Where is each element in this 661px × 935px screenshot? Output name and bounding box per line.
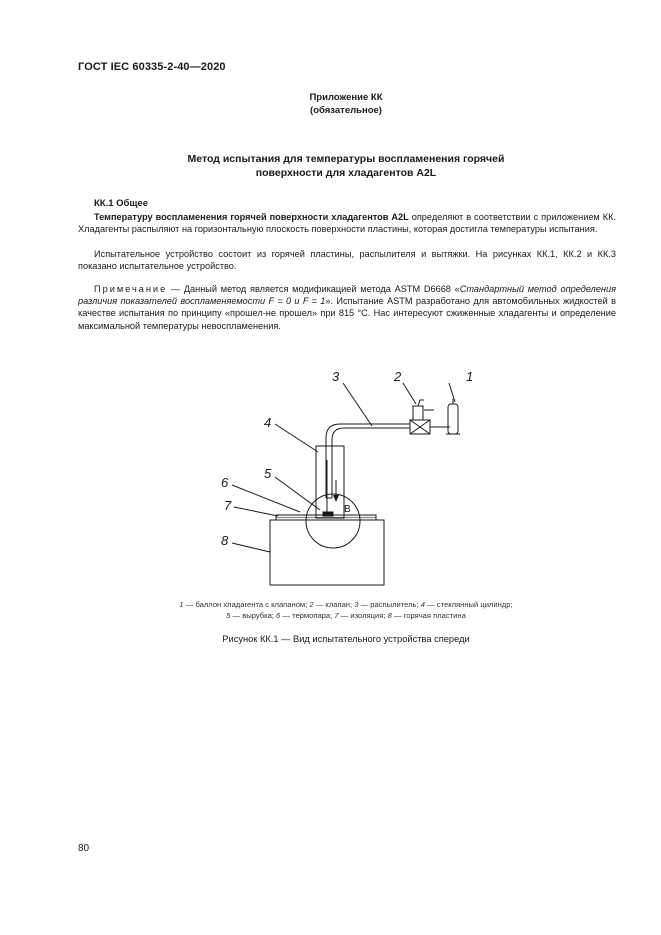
note-italic: Стандартный метод определения различия показателей воспламеняемости F = 0 и F = 1 — [78, 284, 616, 307]
note-text-a: — Данный метод является модификацией метода ASTM D6668 « — [167, 284, 460, 294]
legend-num-8: 8 — [387, 611, 392, 620]
detail-circle — [306, 494, 360, 548]
paragraph-2-text: Испытательное устройство состоит из горячей пластины, распылителя и вытяжки. На рисунках КК.1, КК.2 и КК.3 показано испытательное устройство. — [78, 249, 616, 272]
annex-status: (обязательное) — [310, 105, 382, 116]
legend-text-1: — баллон хладагента с клапаном; — [183, 600, 310, 609]
paragraph-1-bold: Температуру воспламенения горячей поверхности хладагентов A2L — [94, 212, 409, 222]
callout-3: 3 — [332, 369, 340, 384]
callout-2: 2 — [394, 369, 402, 384]
callout-5: 5 — [264, 466, 272, 481]
legend-num-6: 6 — [276, 611, 281, 620]
title-line-2: поверхности для хладагентов A2L — [255, 167, 437, 179]
page-number: 80 — [78, 843, 90, 854]
callout-7: 7 — [224, 498, 232, 513]
refrigerant-cylinder — [448, 404, 458, 434]
legend-text-7: — изоляция; — [338, 611, 388, 620]
callout-8: 8 — [221, 533, 229, 548]
figure-caption: Рисунок КК.1 — Вид испытательного устройства спереди — [222, 634, 470, 644]
legend-num-1: 1 — [179, 600, 184, 609]
legend-num-5: 5 — [226, 611, 231, 620]
legend-line-2 — [0, 610, 661, 621]
legend-num-7: 7 — [334, 611, 339, 620]
section-heading: КК.1 Общее — [94, 198, 148, 209]
document-header: ГОСТ IEC 60335-2-40—2020 — [78, 61, 226, 73]
callout-4: 4 — [264, 415, 272, 430]
legend-text-5: — вырубка; — [230, 611, 277, 620]
legend-num-2: 2 — [309, 600, 314, 609]
figure-legend — [0, 599, 661, 621]
detail-label: B — [344, 504, 351, 515]
callout-1: 1 — [466, 369, 474, 384]
callout-6: 6 — [221, 475, 229, 490]
legend-text-8: — горячая пластина — [391, 611, 466, 620]
annex-title: Приложение КК — [309, 92, 383, 103]
legend-num-3: 3 — [354, 600, 359, 609]
paragraph-1-text: определяют в соответствии с приложением КК. Хладагенты распыляют на горизонтальную плоскость поверхности пластины, которая достигла температуры испытания. — [78, 212, 616, 235]
note-label: Примечание — [94, 284, 168, 294]
legend-text-4: — стеклянный цилиндр; — [424, 600, 513, 609]
legend-text-6: — термопара; — [280, 611, 335, 620]
title-line-1: Метод испытания для температуры воспламенения горячей — [187, 153, 505, 165]
legend-text-3: — распылитель; — [358, 600, 421, 609]
legend-num-4: 4 — [420, 600, 425, 609]
legend-text-2: — клапан; — [313, 600, 355, 609]
legend-line-1 — [0, 599, 661, 610]
note-text-b: ». Испытание ASTM разработано для автомобильных жидкостей в качестве испытания по принципу «прошел-не прошел» при 815 °С. Нас интересуют сжиженные хладагенты и определение максимальной температуры невоспламенения. — [78, 296, 616, 331]
hot-plate-body — [270, 520, 384, 585]
glass-cylinder — [316, 446, 344, 518]
